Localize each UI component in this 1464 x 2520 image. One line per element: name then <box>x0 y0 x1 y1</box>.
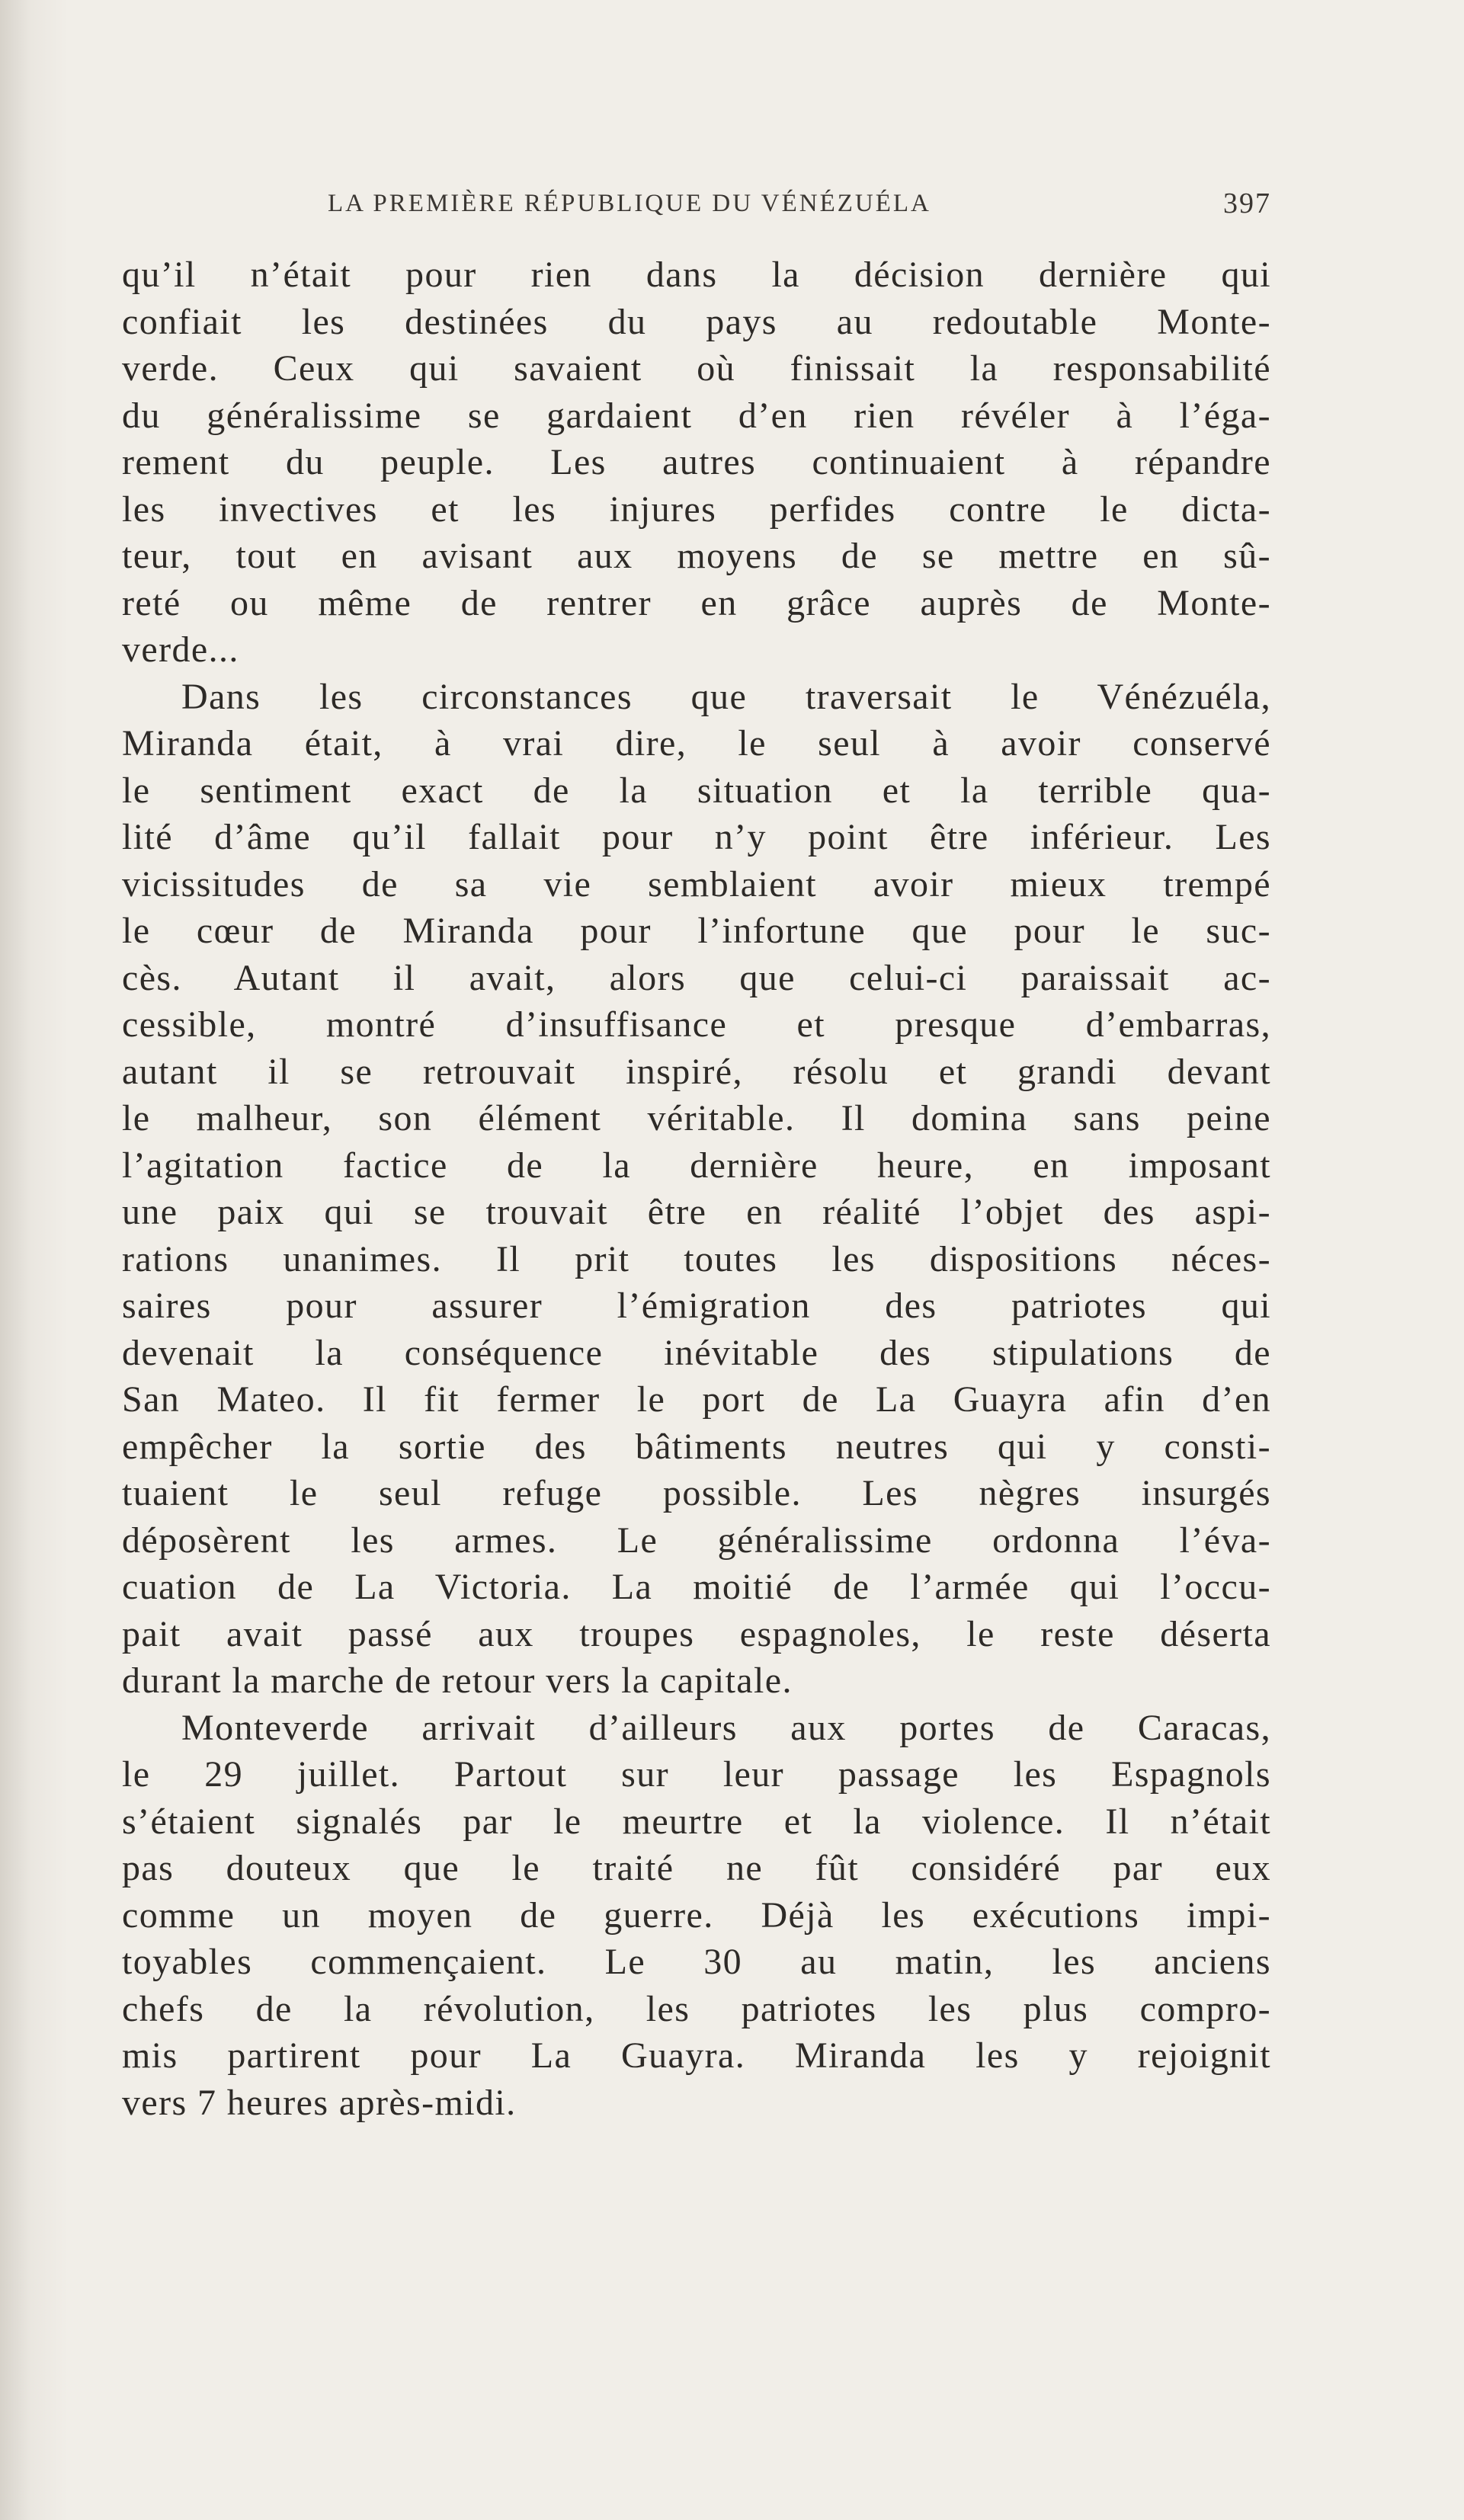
text-line: San Mateo. Il fit fermer le port de La Guayra afin d’en <box>122 1379 1271 1420</box>
text-line: cessible, montré d’insuffisance et presque d’embarras, <box>122 1004 1271 1045</box>
text-line: le sentiment exact de la situation et la terrible qua- <box>122 770 1271 811</box>
text-line: Miranda était, à vrai dire, le seul à avoir conservé <box>122 723 1271 764</box>
text-line: qu’il n’était pour rien dans la décision dernière qui <box>122 255 1271 295</box>
text-line: devenait la conséquence inévitable des stipulations de <box>122 1332 1271 1373</box>
text-line: rement du peuple. Les autres continuaient à répandre <box>122 442 1271 482</box>
text-line: vers 7 heures après-midi. <box>122 2082 517 2123</box>
text-line: une paix qui se trouvait être en réalité l’objet des aspi- <box>122 1192 1271 1232</box>
text-line: cuation de La Victoria. La moitié de l’armée qui l’occu- <box>122 1567 1271 1607</box>
text-line: pait avait passé aux troupes espagnoles, le reste déserta <box>122 1613 1271 1654</box>
body-text <box>122 251 1271 2126</box>
text-line: mis partirent pour La Guayra. Miranda les y rejoignit <box>122 2035 1271 2076</box>
text-line: déposèrent les armes. Le généralissime ordonna l’éva- <box>122 1519 1271 1561</box>
text-line: cès. Autant il avait, alors que celui-ci paraissait ac- <box>122 957 1271 998</box>
text-line: teur, tout en avisant aux moyens de se mettre en sû- <box>122 536 1271 576</box>
text-line: empêcher la sortie des bâtiments neutres qui y consti- <box>122 1426 1271 1467</box>
text-line: confiait les destinées du pays au redoutable Monte- <box>122 301 1271 342</box>
text-line: comme un moyen de guerre. Déjà les exécutions impi- <box>122 1894 1271 1936</box>
text-line: autant il se retrouvait inspiré, résolu et grandi devant <box>122 1051 1271 1092</box>
text-line: rations unanimes. Il prit toutes les dispositions néces- <box>122 1238 1271 1279</box>
text-line: verde... <box>122 629 239 670</box>
text-line: Dans les circonstances que traversait le Vénézuéla, <box>181 676 1271 717</box>
text-line: Monteverde arrivait d’ailleurs aux portes de Caracas, <box>181 1707 1271 1748</box>
text-line: verde. Ceux qui savaient où finissait la responsabilité <box>122 348 1271 389</box>
running-head <box>122 184 1271 223</box>
text-line: s’étaient signalés par le meurtre et la violence. Il n’était <box>122 1801 1271 1842</box>
text-line: saires pour assurer l’émigration des patriotes qui <box>122 1286 1271 1326</box>
text-line: chefs de la révolution, les patriotes les plus compro- <box>122 1988 1271 2029</box>
running-title: LA PREMIÈRE RÉPUBLIQUE DU VÉNÉZUÉLA <box>328 190 931 217</box>
text-line: vicissitudes de sa vie semblaient avoir mieux trempé <box>122 863 1271 905</box>
page-number: 397 <box>1223 187 1271 219</box>
text-line: tuaient le seul refuge possible. Les nègres insurgés <box>122 1473 1271 1513</box>
text-line: lité d’âme qu’il fallait pour n’y point être inférieur. Les <box>122 817 1271 857</box>
text-line: l’agitation factice de la dernière heure, en imposant <box>122 1145 1271 1186</box>
text-line: le cœur de Miranda pour l’infortune que pour le suc- <box>122 911 1271 951</box>
text-line: durant la marche de retour vers la capitale. <box>122 1660 793 1701</box>
text-line: le 29 juillet. Partout sur leur passage les Espagnols <box>122 1754 1271 1795</box>
text-line: le malheur, son élément véritable. Il domina sans peine <box>122 1098 1271 1138</box>
text-line: les invectives et les injures perfides contre le dicta- <box>122 488 1271 530</box>
text-line: toyables commençaient. Le 30 au matin, les anciens <box>122 1942 1271 1982</box>
text-line: du généralissime se gardaient d’en rien révéler à l’éga- <box>122 395 1271 436</box>
text-line: reté ou même de rentrer en grâce auprès de Monte- <box>122 582 1271 623</box>
text-line: pas douteux que le traité ne fût considéré par eux <box>122 1848 1271 1888</box>
